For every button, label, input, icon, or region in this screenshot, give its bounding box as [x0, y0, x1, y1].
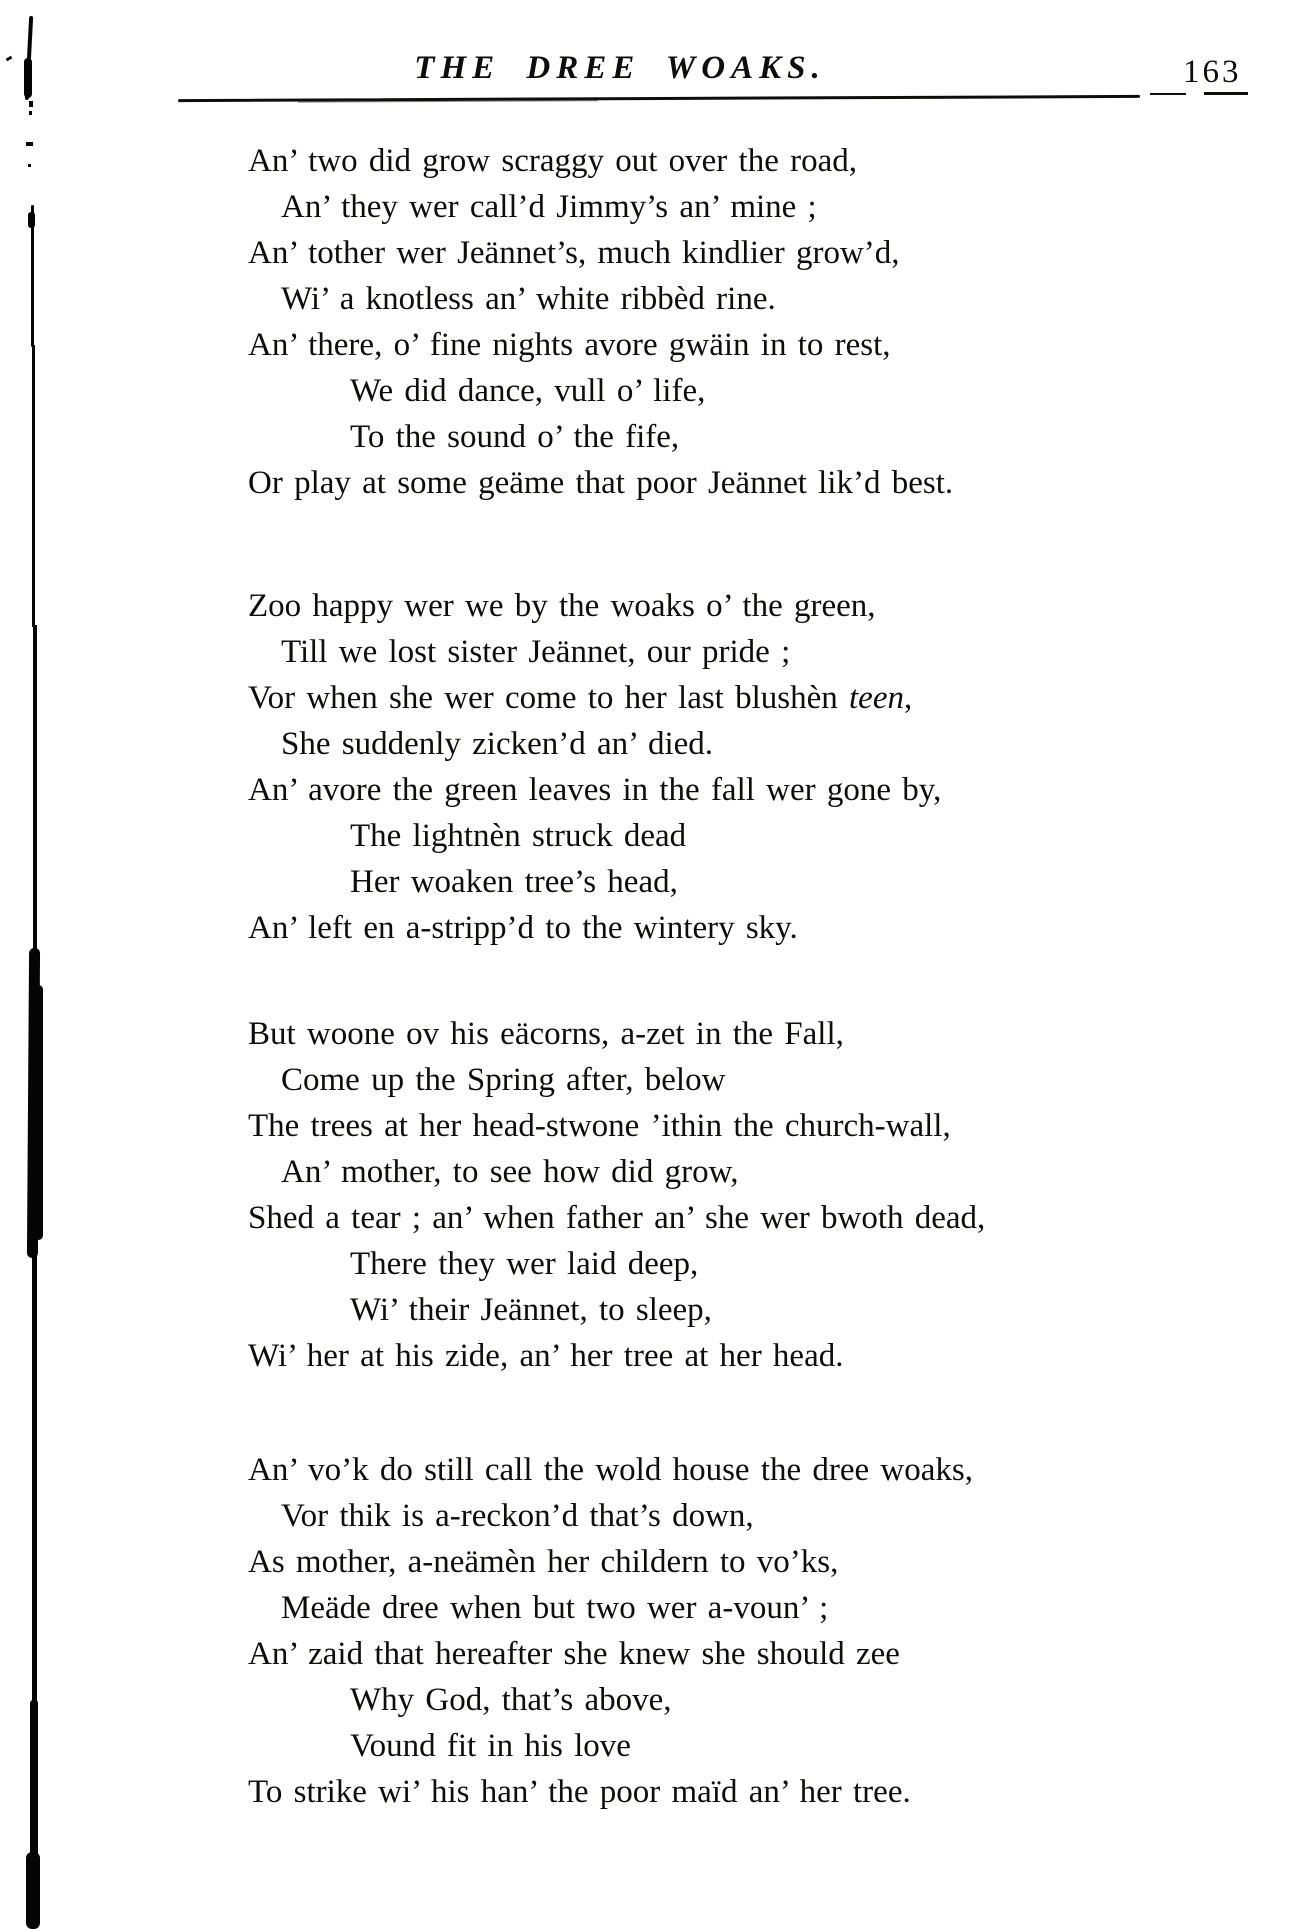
poem-line — [248, 1539, 985, 1585]
poem-line — [248, 675, 985, 721]
poem-text: Till we lost sister Jeännet, our pride ; — [281, 634, 791, 670]
poem-text: We did dance, vull o’ life, — [350, 373, 706, 409]
poem-line — [248, 184, 985, 230]
poem-line — [248, 905, 985, 951]
stanza — [248, 583, 985, 951]
poem-line — [248, 1149, 985, 1195]
poem-text: An’ zaid that hereafter she knew she should zee — [248, 1636, 900, 1672]
poem-line — [248, 1333, 985, 1379]
binding-streak — [32, 345, 35, 627]
poem-text: The lightnèn struck dead — [350, 818, 687, 854]
poem-line — [248, 414, 985, 460]
binding-streak — [33, 625, 37, 953]
poem-line — [248, 1057, 985, 1103]
poem-word-italic: teen — [849, 680, 904, 716]
poem-line — [248, 1195, 985, 1241]
stanza — [248, 138, 985, 506]
poem-line — [248, 368, 985, 414]
poem-text: Meäde dree when but two wer a-voun’ ; — [281, 1590, 829, 1626]
poem-line — [248, 583, 985, 629]
poem-line — [248, 1769, 985, 1815]
poem-text: Wi’ their Jeännet, to sleep, — [350, 1292, 712, 1328]
header-rule-dash — [1150, 93, 1186, 95]
poem-line — [248, 721, 985, 767]
poem-line — [248, 138, 985, 184]
poem-text: The trees at her head-stwone ’ithin the church-wall, — [248, 1108, 951, 1144]
binding-streak — [32, 1252, 37, 1707]
poem-text: Wi’ a knotless an’ white ribbèd rine. — [281, 281, 776, 317]
poem-line — [248, 322, 985, 368]
poem-text: Come up the Spring after, below — [281, 1062, 726, 1098]
poem-text: Vor thik is a-reckon’d that’s down, — [281, 1498, 754, 1534]
running-title: THE DREE WOAKS. — [414, 50, 826, 86]
binding-mark — [24, 58, 32, 98]
poem-text: An’ they wer call’d Jimmy’s an’ mine ; — [281, 189, 817, 225]
poem-line — [248, 1287, 985, 1333]
poem-text: Why God, that’s above, — [350, 1682, 672, 1718]
binding-mark — [29, 111, 32, 115]
poem-line — [248, 859, 985, 905]
header-rule — [178, 95, 1140, 102]
page-number: 163 — [1183, 54, 1242, 90]
binding-streak — [26, 1852, 40, 1929]
poem-line — [248, 1493, 985, 1539]
poem-text: She suddenly zicken’d an’ died. — [281, 726, 714, 762]
poem-text: To strike wi’ his han’ the poor maïd an’ her tree. — [248, 1774, 911, 1810]
poem-text: An’ there, o’ fine nights avore gwäin in to rest, — [248, 327, 891, 363]
poem-text: An’ vo’k do still call the wold house the dree woaks, — [248, 1452, 973, 1488]
poem-line — [248, 767, 985, 813]
binding-mark — [29, 101, 33, 107]
binding-mark — [26, 142, 33, 146]
poem-text: An’ left en a-stripp’d to the wintery sky. — [248, 910, 798, 946]
binding-streak — [28, 212, 35, 228]
poem-text: But woone ov his eäcorns, a-zet in the Fall, — [248, 1016, 844, 1052]
poem-text: To the sound o’ the fife, — [350, 419, 680, 455]
header-rule-dash — [1204, 92, 1248, 95]
poem-line — [248, 813, 985, 859]
poem — [248, 138, 985, 1815]
poem-text: An’ avore the green leaves in the fall wer gone by, — [248, 772, 942, 808]
poem-text: There they wer laid deep, — [350, 1246, 699, 1282]
poem-line — [248, 276, 985, 322]
poem-line — [248, 1677, 985, 1723]
poem-text: Or play at some geäme that poor Jeännet lik’d best. — [248, 465, 954, 501]
poem-text: As mother, a-neämèn her childern to vo’ks, — [248, 1544, 839, 1580]
binding-streak — [34, 985, 43, 1240]
binding-streak — [30, 1700, 38, 1860]
stanza — [248, 1447, 985, 1815]
poem-text: An’ two did grow scraggy out over the road, — [248, 143, 857, 179]
poem-text: An’ tother wer Jeännet’s, much kindlier grow’d, — [248, 235, 900, 271]
poem-text: Vound fit in his love — [350, 1728, 631, 1764]
poem-line — [248, 1585, 985, 1631]
binding-mark — [28, 164, 31, 167]
poem-line — [248, 1103, 985, 1149]
stanza — [248, 1011, 985, 1379]
poem-text: Zoo happy wer we by the woaks o’ the green, — [248, 588, 876, 624]
poem-line — [248, 1241, 985, 1287]
poem-line — [248, 1011, 985, 1057]
poem-text: , — [903, 680, 913, 716]
poem-text: An’ mother, to see how did grow, — [281, 1154, 739, 1190]
poem-text: Her woaken tree’s head, — [350, 864, 678, 900]
poem-line — [248, 629, 985, 675]
poem-line — [248, 1723, 985, 1769]
poem-text: Shed a tear ; an’ when father an’ she wer bwoth dead, — [248, 1200, 986, 1236]
poem-line — [248, 1631, 985, 1677]
poem-line — [248, 230, 985, 276]
poem-line — [248, 1447, 985, 1493]
poem-text: Wi’ her at his zide, an’ her tree at her head. — [248, 1338, 844, 1374]
poem-text: Vor when she wer come to her last blushèn — [248, 680, 850, 716]
poem-line — [248, 460, 985, 506]
